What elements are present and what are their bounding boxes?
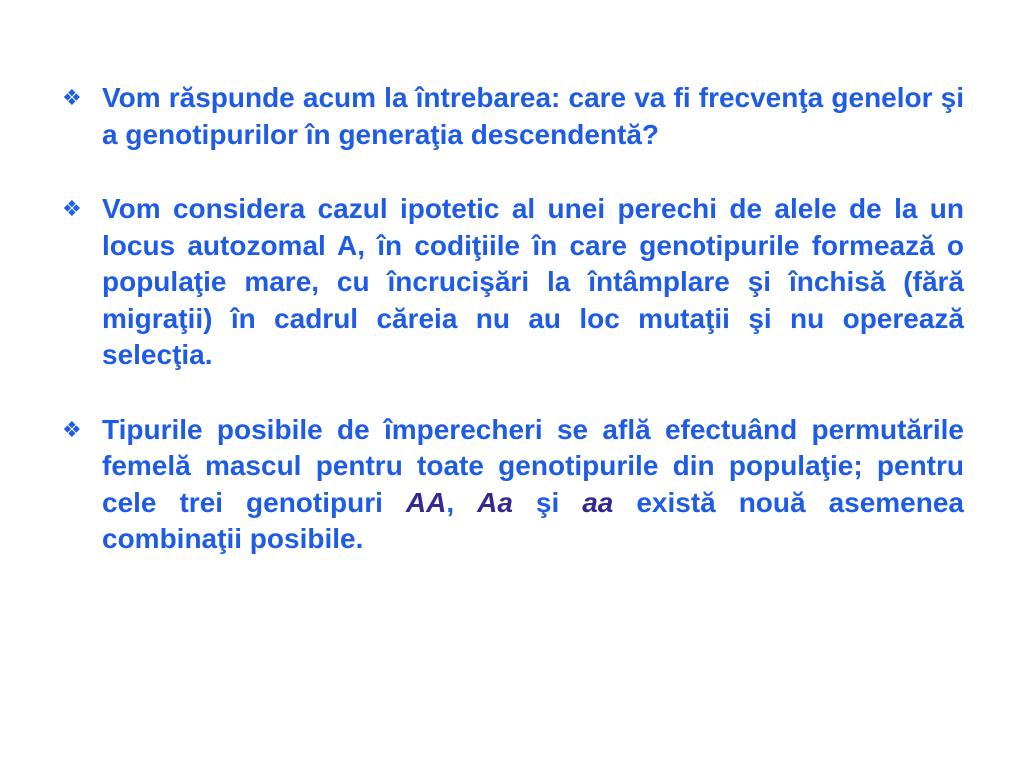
bullet-text-after: există nouă asemenea combinaţii posibile.	[102, 486, 965, 554]
bullet-text: Vom răspunde acum la întrebarea: care va fi frecvenţa genelor şi a genotipurilor în generaţia descendentă?	[102, 82, 964, 150]
four-point-star-bullet-icon: ❖	[62, 85, 82, 110]
genotype-Aa: Aa	[477, 486, 513, 518]
four-point-star-bullet-icon: ❖	[62, 416, 82, 442]
bullet-list	[62, 80, 964, 558]
genotype-AA: AA	[405, 486, 447, 518]
bullet-item-question	[62, 80, 964, 153]
bullet-text-before: Tipurile posibile de împerecheri se află efectuând permutările femelă mascul pentru toate genotipurile din populaţie; pentru cele trei genotipuri	[102, 413, 964, 518]
genotype-aa: aa	[582, 486, 614, 518]
separator-comma: ,	[446, 486, 478, 518]
bullet-item-hypothesis	[62, 191, 964, 374]
bullet-item-mating-types	[62, 412, 964, 558]
separator-and: şi	[512, 486, 583, 518]
bullet-text: Vom considera cazul ipotetic al unei perechi de alele de la un locus autozomal A, în codiţiile în care genotipurile formează o populaţie mare, cu încrucişări la întâmplare şi închisă (fără migraţii) în cadrul căreia nu au loc mutaţii şi nu operează selecţia.	[102, 193, 964, 370]
four-point-star-bullet-icon: ❖	[62, 196, 82, 221]
